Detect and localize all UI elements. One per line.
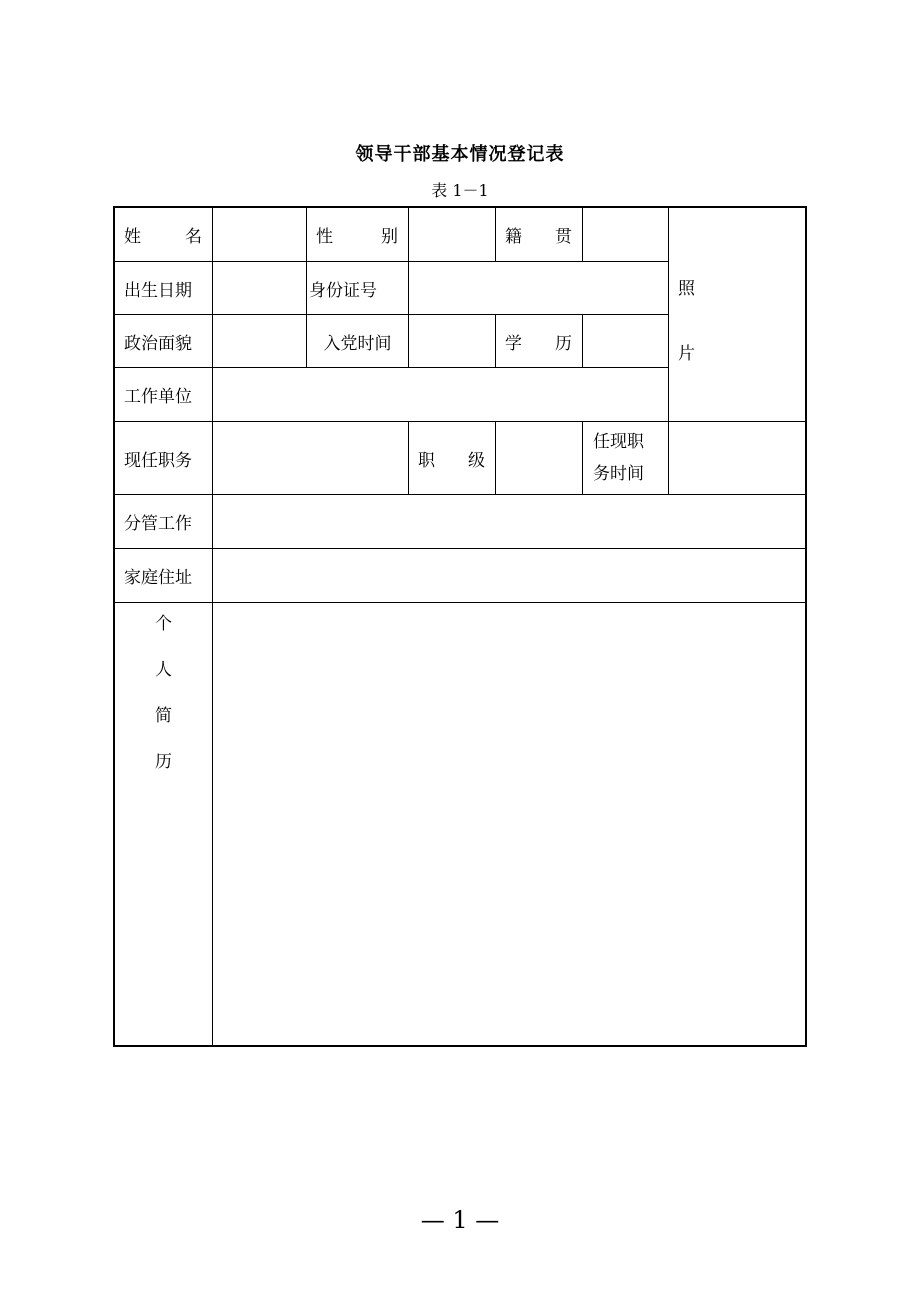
gender-field[interactable] [409,208,496,262]
education-field[interactable] [583,315,669,368]
form-title: 领导干部基本情况登记表 [355,144,565,165]
gender-label: 性 别 [307,208,409,262]
page-number: — 1 — [420,1206,500,1234]
party-join-date-label: 入党时间 [307,315,409,368]
responsibilities-label: 分管工作 [115,495,213,549]
birth-date-field[interactable] [213,262,307,315]
table-number: 表 1－1 [431,181,489,200]
political-status-field[interactable] [213,315,307,368]
education-label: 学 历 [496,315,583,368]
work-unit-field[interactable] [213,368,669,422]
resume-field[interactable] [213,603,805,1045]
responsibilities-field[interactable] [213,495,805,549]
id-number-label: 身份证号 [307,262,409,315]
photo-box: 照 片 [669,208,805,422]
work-unit-label: 工作单位 [115,368,213,422]
current-position-label: 现任职务 [115,422,213,495]
native-place-label: 籍 贯 [496,208,583,262]
position-since-field[interactable] [669,422,805,495]
position-since-label: 任现职 务时间 [583,422,669,495]
native-place-field[interactable] [583,208,669,262]
home-address-field[interactable] [213,549,805,603]
rank-label: 职 级 [409,422,496,495]
id-number-field[interactable] [409,262,669,315]
home-address-label: 家庭住址 [115,549,213,603]
birth-date-label: 出生日期 [115,262,213,315]
name-field[interactable] [213,208,307,262]
name-label: 姓 名 [115,208,213,262]
registration-form [113,206,807,1047]
current-position-field[interactable] [213,422,409,495]
resume-label: 个 人 简 历 [115,603,213,1045]
party-join-date-field[interactable] [409,315,496,368]
rank-field[interactable] [496,422,583,495]
political-status-label: 政治面貌 [115,315,213,368]
